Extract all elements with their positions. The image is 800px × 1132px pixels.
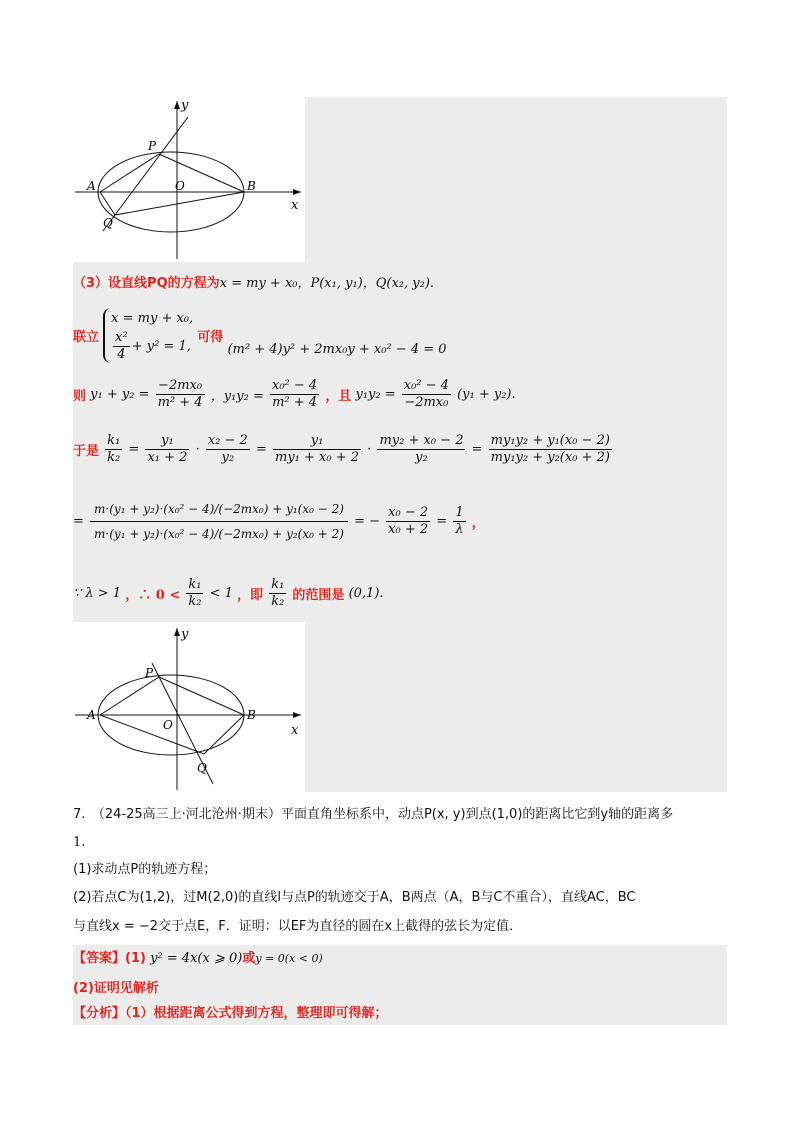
label-P: P bbox=[148, 139, 157, 153]
big-fraction-line: = $\frac{\text{m·(y₁ + y₂)·(x₀² − 4)/(−2mx₀) + y₁(x₀ − 2)}}{\text{m·(y₁ + y₂)·(x₀² − 4)/(−2mx₀) + y₂(x₀ + 2)}}$ = − $\frac{\text{x₀ − 2}}{\text{x₀ + 2}}$ = $\frac{1}{\lambda}$ ， bbox=[73, 497, 485, 546]
label-B: B bbox=[247, 179, 256, 193]
analysis-line: 【分析】（1）根据距离公式得到方程，整理即可得解； bbox=[73, 1006, 388, 1021]
answer-part2: (2)证明见解析 bbox=[73, 981, 159, 996]
problem7-line2: 1. bbox=[73, 835, 86, 850]
figure-bottom-panel bbox=[305, 622, 727, 792]
ratio-line: 于是 $\frac{\text{k₁}}{\text{k₂}}$ = $\frac{\text{y₁}}{\text{x₁ + 2}}$ · $\frac{\text{x₂ − 2}}{\text{y₂}}$ = $\frac{\text{y₁}}{\text{my₁ + x₀ + 2}}$ · $\frac{\text{my₂ + x₀ − 2}}{\text{y₂}}$ = $\frac{\text{my₁y₂ + y₁(x₀ − 2)}}{\text{my₁y₂ + y₂(x₀ + 2)}}$ bbox=[73, 433, 610, 465]
problem7-line3: (1)求动点P的轨迹方程； bbox=[73, 862, 217, 877]
system-line: 联立 x = my + x₀, $\frac{\text{x²}}{4}$ + y² = 1, 可得 (m² + 4)y² + 2mx₀y + x₀² − 4 = 0 bbox=[73, 308, 447, 363]
vieta-line: 则 y₁ + y₂ = $\frac{\text{−2mx₀}}{\text{m² + 4}}$ ，y₁y₂ = $\frac{\text{x₀² − 4}}{\text{m² + 4}}$ ，且 y₁y₂ = $\frac{\text{x₀² − 4}}{\text{−2mx₀}}$ (y₁ + y₂). bbox=[73, 378, 516, 410]
label-A: A bbox=[87, 179, 96, 193]
figure-top-panel bbox=[305, 97, 727, 262]
answer-line: 【答案】(1) y² = 4x(x ⩾ 0)或y = 0(x < 0) bbox=[73, 951, 323, 966]
problem7-line4: (2)若点C为(1,2)，过M(2,0)的直线l与点P的轨迹交于A，B两点（A，B与C不重合），直线AC，BC bbox=[73, 890, 636, 905]
ellipse-figure-top bbox=[73, 97, 305, 262]
label-B: B bbox=[247, 708, 256, 722]
step3-line: （3）设直线PQ的方程为x = my + x₀，P(x₁, y₁)，Q(x₂, y₂). bbox=[73, 276, 435, 291]
label-Q: Q bbox=[103, 216, 113, 230]
label-y: y bbox=[181, 98, 189, 113]
range-line: ∵ λ > 1 ，∴ 0 < $\frac{\text{k₁}}{\text{k₂}}$ < 1 ，即 $\frac{\text{k₁}}{\text{k₂}}$ 的范围是 (0,1). bbox=[73, 577, 384, 609]
problem7-line5: 与直线x = −2交于点E，F．证明：以EF为直径的圆在x上截得的弦长为定值． bbox=[73, 919, 523, 934]
problem7-line1: 7. （24-25高三上·河北沧州·期末）平面直角坐标系中，动点P(x, y)到点(1,0)的距离比它到y轴的距离多 bbox=[73, 807, 674, 822]
label-O: O bbox=[175, 179, 185, 193]
label-Q: Q bbox=[197, 761, 207, 775]
label-x: x bbox=[291, 198, 299, 213]
label-x: x bbox=[291, 723, 299, 738]
label-A: A bbox=[87, 708, 96, 722]
label-P: P bbox=[145, 666, 154, 680]
ellipse-figure-bottom bbox=[73, 622, 305, 792]
label-y: y bbox=[181, 627, 189, 642]
label-O: O bbox=[163, 718, 173, 732]
